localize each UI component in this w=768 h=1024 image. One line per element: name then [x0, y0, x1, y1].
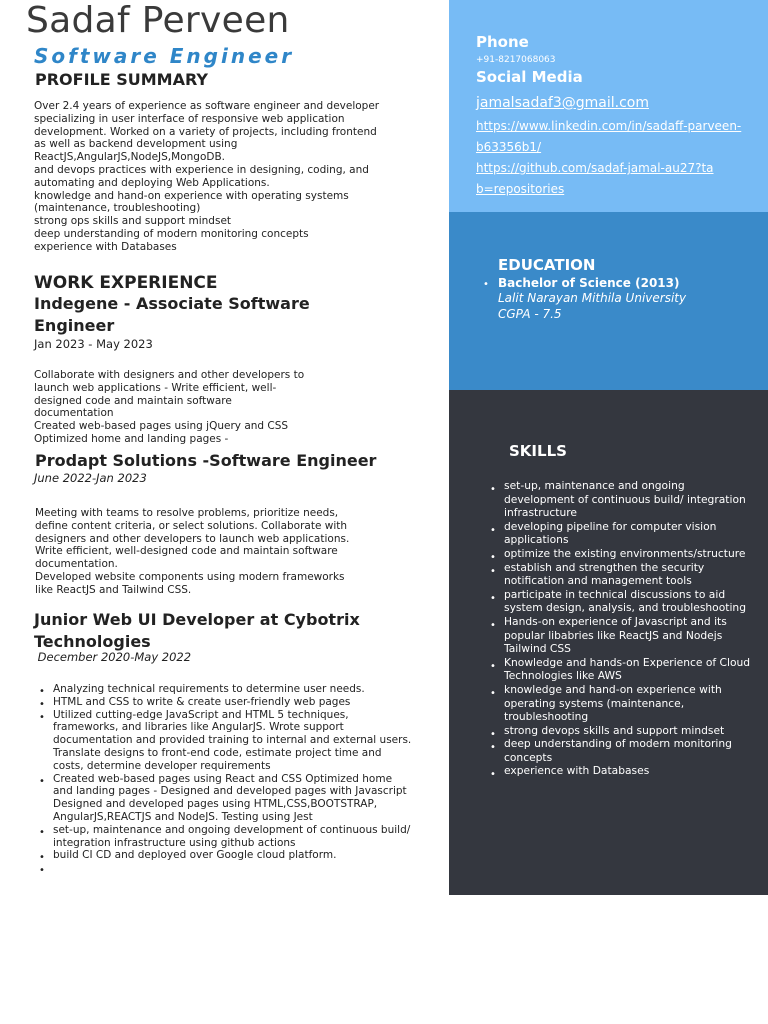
- profile-summary-text: Over 2.4 years of experience as software engineer and developer specializing in user interface of responsive web application development. Worked on a variety of projects, including frontend as well as backend development using ReactJS,AngularJS,NodeJS,MongoDB. and devops practices with experience in designing, coding, and automating and deploying Web Applications. knowledge and hand-on experience with operating systems (maintenance, troubleshooting) strong ops skills and support mindset deep understanding of modern monitoring concepts experience with Databases: [34, 100, 380, 253]
- list-item: • establish and strengthen the security notification and management tools: [504, 561, 756, 588]
- github-link[interactable]: https://github.com/sadaf-jamal-au27?tab=repositories: [476, 161, 714, 196]
- job-title: Software Engineer: [34, 44, 295, 68]
- job-bullets-cybotrix: [34, 683, 415, 875]
- bullet-icon: •: [483, 279, 489, 290]
- job-dates-indegene: Jan 2023 - May 2023: [34, 337, 153, 351]
- education-heading: EDUCATION: [498, 256, 596, 274]
- skills-list: [488, 479, 756, 778]
- phone-heading: Phone: [476, 33, 529, 51]
- list-item: • Utilized cutting-edge JavaScript and HTML 5 techniques, frameworks, and libraries like AngularJS. Wrote support documentation and provided training to internal and external users. Translate designs to front-end code, estimate project time and costs, determine developer requirements: [53, 709, 415, 773]
- list-item: • HTML and CSS to write & create user-friendly web pages: [53, 696, 415, 709]
- list-item: • Analyzing technical requirements to determine user needs.: [53, 683, 415, 696]
- list-item: • developing pipeline for computer vision applications: [504, 520, 756, 547]
- list-item: • deep understanding of modern monitoring concepts: [504, 737, 756, 764]
- profile-summary-heading: PROFILE SUMMARY: [35, 70, 208, 89]
- candidate-name: Sadaf Perveen: [26, 0, 290, 41]
- list-item: • Created web-based pages using React and CSS Optimized home and landing pages - Designed and developed pages with Javascript Designed and developed pages using HTML,CSS,BOOTSTRAP, AngularJS,REACTJS and NodeJS. Testing using Jest: [53, 773, 415, 824]
- education-university: Lalit Narayan Mithila University: [498, 291, 687, 305]
- list-item: • Hands-on experience of Javascript and its popular libabries like ReactJS and Nodejs Tailwind CSS: [504, 615, 756, 656]
- list-item: • participate in technical discussions to aid system design, analysis, and troubleshooting: [504, 588, 756, 615]
- list-item: • knowledge and hand-on experience with operating systems (maintenance, troubleshooting: [504, 683, 756, 724]
- work-experience-heading: WORK EXPERIENCE: [34, 273, 218, 293]
- email-link[interactable]: jamalsadaf3@gmail.com: [476, 95, 649, 111]
- list-item: • optimize the existing environments/structure: [504, 547, 756, 561]
- job-description-prodapt: Meeting with teams to resolve problems, prioritize needs, define content criteria, or select solutions. Collaborate with designers and other developers to launch web applications. Write efficient, well-designed code and maintain software documentation. Developed website components using modern frameworks like ReactJS and Tailwind CSS.: [35, 507, 350, 596]
- job-title-cybotrix: Junior Web UI Developer at Cybotrix Technologies: [34, 610, 360, 651]
- education-cgpa: CGPA - 7.5: [498, 307, 562, 321]
- list-item: • set-up, maintenance and ongoing development of continuous build/ integration infrastructure: [504, 479, 756, 520]
- list-item: [53, 862, 415, 875]
- job-title-indegene: Indegene - Associate Software Engineer: [34, 294, 310, 335]
- job-dates-cybotrix: December 2020-May 2022: [34, 650, 192, 664]
- list-item: • strong devops skills and support mindset: [504, 724, 756, 738]
- phone-number: +91-8217068063: [476, 55, 556, 65]
- list-item: • experience with Databases: [504, 764, 756, 778]
- list-item: • set-up, maintenance and ongoing development of continuous build/ integration infrastructure using github actions: [53, 824, 415, 850]
- education-degree: Bachelor of Science (2013): [498, 276, 680, 290]
- skills-heading: SKILLS: [509, 442, 567, 460]
- linkedin-link[interactable]: https://www.linkedin.com/in/sadaff-parveen-b63356b1/: [476, 119, 742, 154]
- job-dates-prodapt: June 2022-Jan 2023: [34, 471, 147, 485]
- job-title-prodapt: Prodapt Solutions -Software Engineer: [35, 451, 377, 470]
- social-media-heading: Social Media: [476, 68, 583, 86]
- list-item: • Knowledge and hands-on Experience of Cloud Technologies like AWS: [504, 656, 756, 683]
- job-description-indegene: Collaborate with designers and other developers to launch web applications - Write efficient, well- designed code and maintain software documentation Created web-based pages using jQuery and CSS Optimized home and landing pages -: [34, 369, 305, 445]
- list-item: • build CI CD and deployed over Google cloud platform.: [53, 849, 415, 862]
